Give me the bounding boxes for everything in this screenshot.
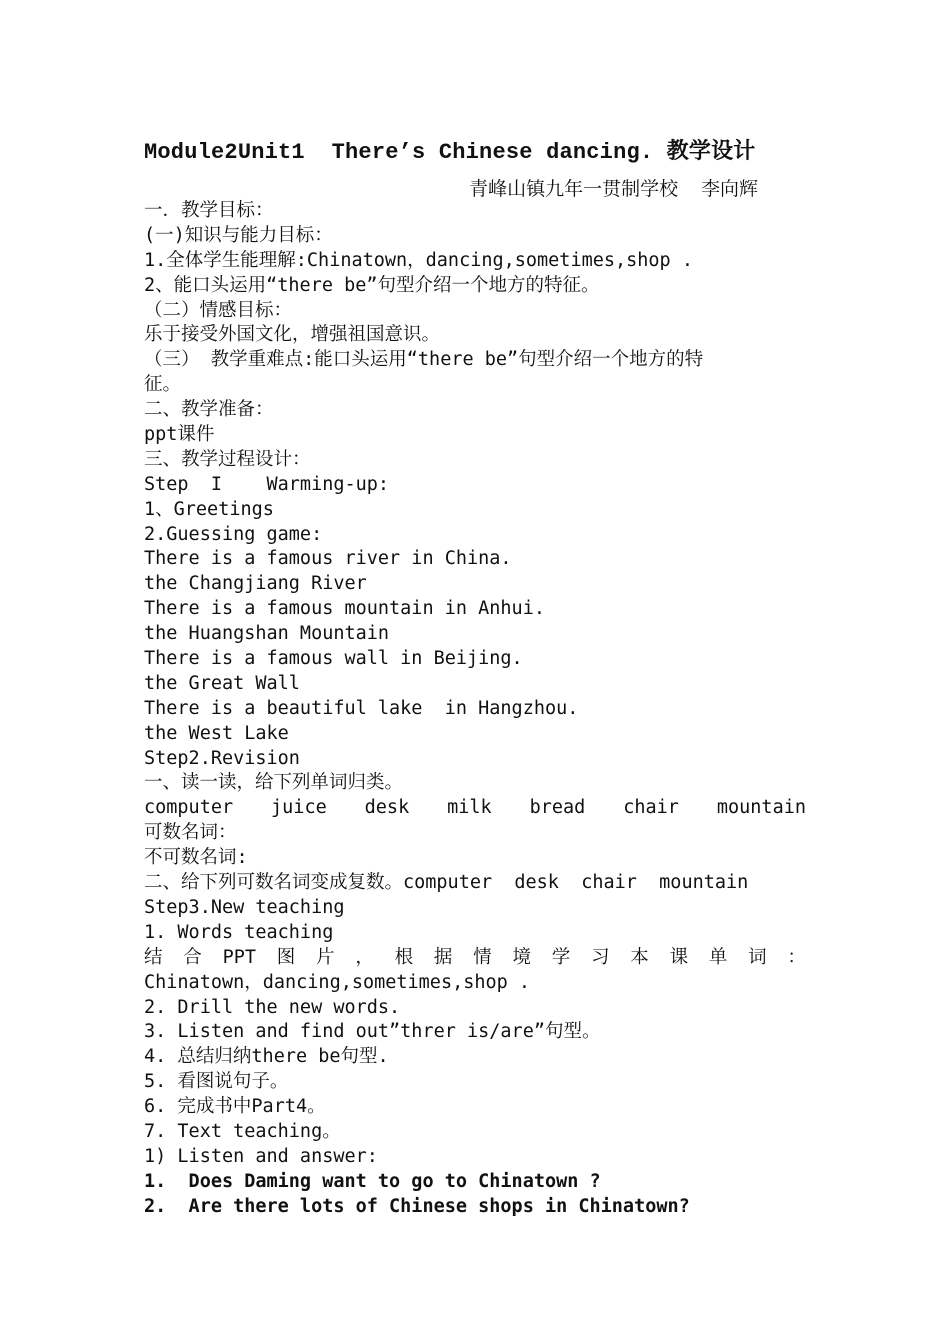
author-line: 青峰山镇九年一贯制学校 李向辉 xyxy=(469,178,758,200)
word-item: juice xyxy=(271,797,327,819)
text-line: 一、读一读，给下列单词归类。 xyxy=(144,772,404,794)
text-line: There is a famous mountain in Anhui. xyxy=(144,598,545,620)
text-line: 1、Greetings xyxy=(144,498,274,520)
text-line: 征。 xyxy=(144,374,182,396)
text-line: 乐于接受外国文化，增强祖国意识。 xyxy=(144,324,441,346)
spread-glyph: 学 xyxy=(551,946,571,968)
text-line: Step2.Revision xyxy=(144,747,300,769)
spread-glyph: 结 xyxy=(144,946,163,968)
spread-glyph: ， xyxy=(355,946,374,968)
text-line: 可数名词： xyxy=(144,822,237,844)
question-line: 1. Does Daming want to go to Chinatown ? xyxy=(144,1170,601,1192)
text-line: There is a famous wall in Beijing. xyxy=(144,648,523,670)
text-line: 2. Drill the new words. xyxy=(144,996,401,1018)
text-line: 4. 总结归纳there be句型. xyxy=(144,1046,389,1068)
document-body xyxy=(144,199,806,1220)
text-line: 1) Listen and answer: xyxy=(144,1145,378,1167)
text-line: 5. 看图说句子。 xyxy=(144,1071,289,1093)
spread-glyph: 习 xyxy=(591,946,610,968)
text-line: Step3.New teaching xyxy=(144,896,345,918)
text-line: 7. Text teaching。 xyxy=(144,1120,341,1142)
text-line: the Huangshan Mountain xyxy=(144,623,390,645)
document-title: Module2Unit1 There’s Chinese dancing. 教学设计 xyxy=(144,140,756,165)
spread-glyph: 片 xyxy=(316,946,335,968)
text-line: Step I Warming-up: xyxy=(144,473,390,495)
word-item: computer xyxy=(144,797,234,819)
word-item: desk xyxy=(364,797,410,819)
spread-glyph: 课 xyxy=(669,946,689,968)
text-line: （二）情感目标： xyxy=(144,299,293,321)
text-line: 2.Guessing game: xyxy=(144,523,323,545)
text-line: 1.全体学生能理解:Chinatown，dancing,sometimes,shop . xyxy=(144,249,693,271)
word-item: mountain xyxy=(716,797,806,819)
text-line: 2、能口头运用“there be”句型介绍一个地方的特征。 xyxy=(144,274,600,296)
word-item: milk xyxy=(447,797,492,819)
spread-glyph: 图 xyxy=(276,946,296,968)
spread-glyph: 合 xyxy=(183,946,202,968)
text-line: Chinatown，dancing,sometimes,shop . xyxy=(144,971,531,993)
spread-glyph: 据 xyxy=(433,946,453,968)
text-line: 3. Listen and find out”threr is/are”句型。 xyxy=(144,1021,601,1043)
text-line: 一．教学目标： xyxy=(144,200,274,221)
spread-glyph: 境 xyxy=(512,946,531,968)
spread-glyph: 单 xyxy=(708,946,728,968)
text-line: the Great Wall xyxy=(144,672,300,694)
word-item: chair xyxy=(623,797,679,819)
text-line: 二、给下列可数名词变成复数。computer desk chair mountain xyxy=(144,872,749,894)
spread-glyph: 本 xyxy=(630,946,649,968)
spread-glyph: ： xyxy=(787,946,806,968)
text-line: the West Lake xyxy=(144,722,289,744)
spread-glyph: 根 xyxy=(394,946,414,968)
text-line: (一)知识与能力目标： xyxy=(144,224,333,246)
text-line: 不可数名词: xyxy=(144,847,248,869)
text-line: 6. 完成书中Part4。 xyxy=(144,1096,326,1118)
text-line: There is a famous river in China. xyxy=(144,548,512,570)
text-line: 二、教学准备： xyxy=(144,399,274,421)
justified-instruction-row xyxy=(144,946,806,971)
text-line: ppt课件 xyxy=(144,424,215,446)
question-line: 2. Are there lots of Chinese shops in Chinatown? xyxy=(144,1195,690,1217)
spread-glyph: PPT xyxy=(222,946,256,968)
text-line: There is a beautiful lake in Hangzhou. xyxy=(144,697,579,719)
word-item: bread xyxy=(529,797,586,819)
text-line: （三） 教学重难点:能口头运用“there be”句型介绍一个地方的特 xyxy=(144,349,704,371)
text-line: 1. Words teaching xyxy=(144,921,334,943)
text-line: 三、教学过程设计： xyxy=(144,448,311,470)
text-line: the Changjiang River xyxy=(144,573,367,595)
word-list-row xyxy=(144,796,806,821)
spread-glyph: 词 xyxy=(748,946,767,968)
spread-glyph: 情 xyxy=(473,946,492,968)
